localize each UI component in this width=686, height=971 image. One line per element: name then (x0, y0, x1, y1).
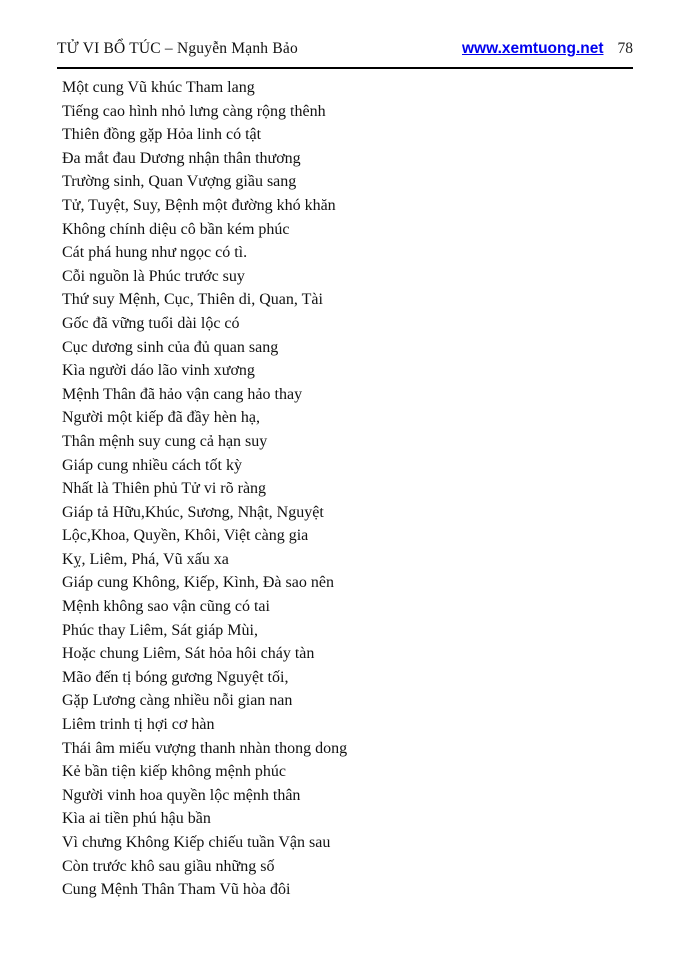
page-header (57, 40, 633, 58)
poem-line: Tiếng cao hình nhỏ lưng càng rộng thênh (62, 102, 326, 120)
poem-body (62, 76, 622, 902)
poem-line: Kỵ, Liêm, Phá, Vũ xấu xa (62, 550, 229, 568)
poem-line: Người vinh hoa quyền lộc mệnh thân (62, 786, 301, 804)
website-link[interactable]: www.xemtuong.net (461, 40, 604, 57)
poem-line: Tử, Tuyệt, Suy, Bệnh một đường khó khăn (62, 196, 336, 214)
poem-line: Phúc thay Liêm, Sát giáp Mùi, (62, 621, 258, 639)
poem-line: Nhất là Thiên phủ Tử vi rõ ràng (62, 480, 267, 498)
poem-line: Cục dương sinh của đủ quan sang (62, 338, 279, 356)
poem-line: Kìa ai tiền phú hậu bần (62, 810, 211, 828)
poem-line: Thứ suy Mệnh, Cục, Thiên di, Quan, Tài (62, 291, 323, 309)
book-title: TỬ VI BỔ TÚC – Nguyễn Mạnh Bảo (57, 40, 298, 57)
poem-line: Mão đến tị bóng gương Nguyệt tối, (62, 668, 289, 686)
poem-line: Cỗi nguồn là Phúc trước suy (62, 267, 245, 285)
poem-line: Thân mệnh suy cung cả hạn suy (62, 432, 268, 450)
poem-line: Đa mắt đau Dương nhận thân thương (62, 149, 301, 167)
poem-line: Cát phá hung như ngọc có tì. (62, 244, 248, 262)
poem-line: Kìa người dáo lão vinh xương (62, 362, 255, 380)
poem-line: Mệnh không sao vận cũng có tai (62, 598, 270, 616)
poem-line: Kẻ bần tiện kiếp không mệnh phúc (62, 763, 286, 781)
poem-line: Gặp Lương càng nhiều nỗi gian nan (62, 692, 293, 710)
poem-line: Người một kiếp đã đầy hèn hạ, (62, 409, 260, 427)
poem-line: Gốc đã vững tuổi dài lộc có (62, 314, 240, 332)
header-divider (57, 67, 633, 69)
poem-line: Lộc,Khoa, Quyền, Khôi, Việt càng gia (62, 527, 309, 545)
poem-line: Còn trước khô sau giầu những số (62, 857, 275, 875)
poem-line: Vì chưng Không Kiếp chiếu tuần Vận sau (62, 834, 331, 851)
poem-line: Trường sinh, Quan Vượng giầu sang (62, 173, 297, 191)
poem-line: Liêm trinh tị hợi cơ hàn (62, 716, 215, 734)
page-number: 78 (617, 40, 633, 57)
poem-line: Một cung Vũ khúc Tham lang (62, 79, 255, 96)
poem-line: Giáp cung nhiều cách tốt kỳ (62, 456, 242, 474)
poem-line: Cung Mệnh Thân Tham Vũ hòa đôi (62, 881, 291, 899)
poem-line: Mệnh Thân đã hảo vận cang hảo thay (62, 385, 303, 403)
poem-line: Thiên đồng gặp Hỏa linh có tật (62, 126, 262, 144)
poem-line: Không chính diệu cô bần kém phúc (62, 220, 290, 238)
poem-line: Giáp cung Không, Kiếp, Kình, Đà sao nên (62, 574, 334, 592)
poem-line: Giáp tả Hữu,Khúc, Sương, Nhật, Nguyệt (62, 503, 324, 521)
poem-line: Thái âm miếu vượng thanh nhàn thong dong (62, 739, 348, 757)
poem-line: Hoặc chung Liêm, Sát hỏa hôi cháy tàn (62, 645, 315, 663)
header-right-group (462, 40, 633, 58)
